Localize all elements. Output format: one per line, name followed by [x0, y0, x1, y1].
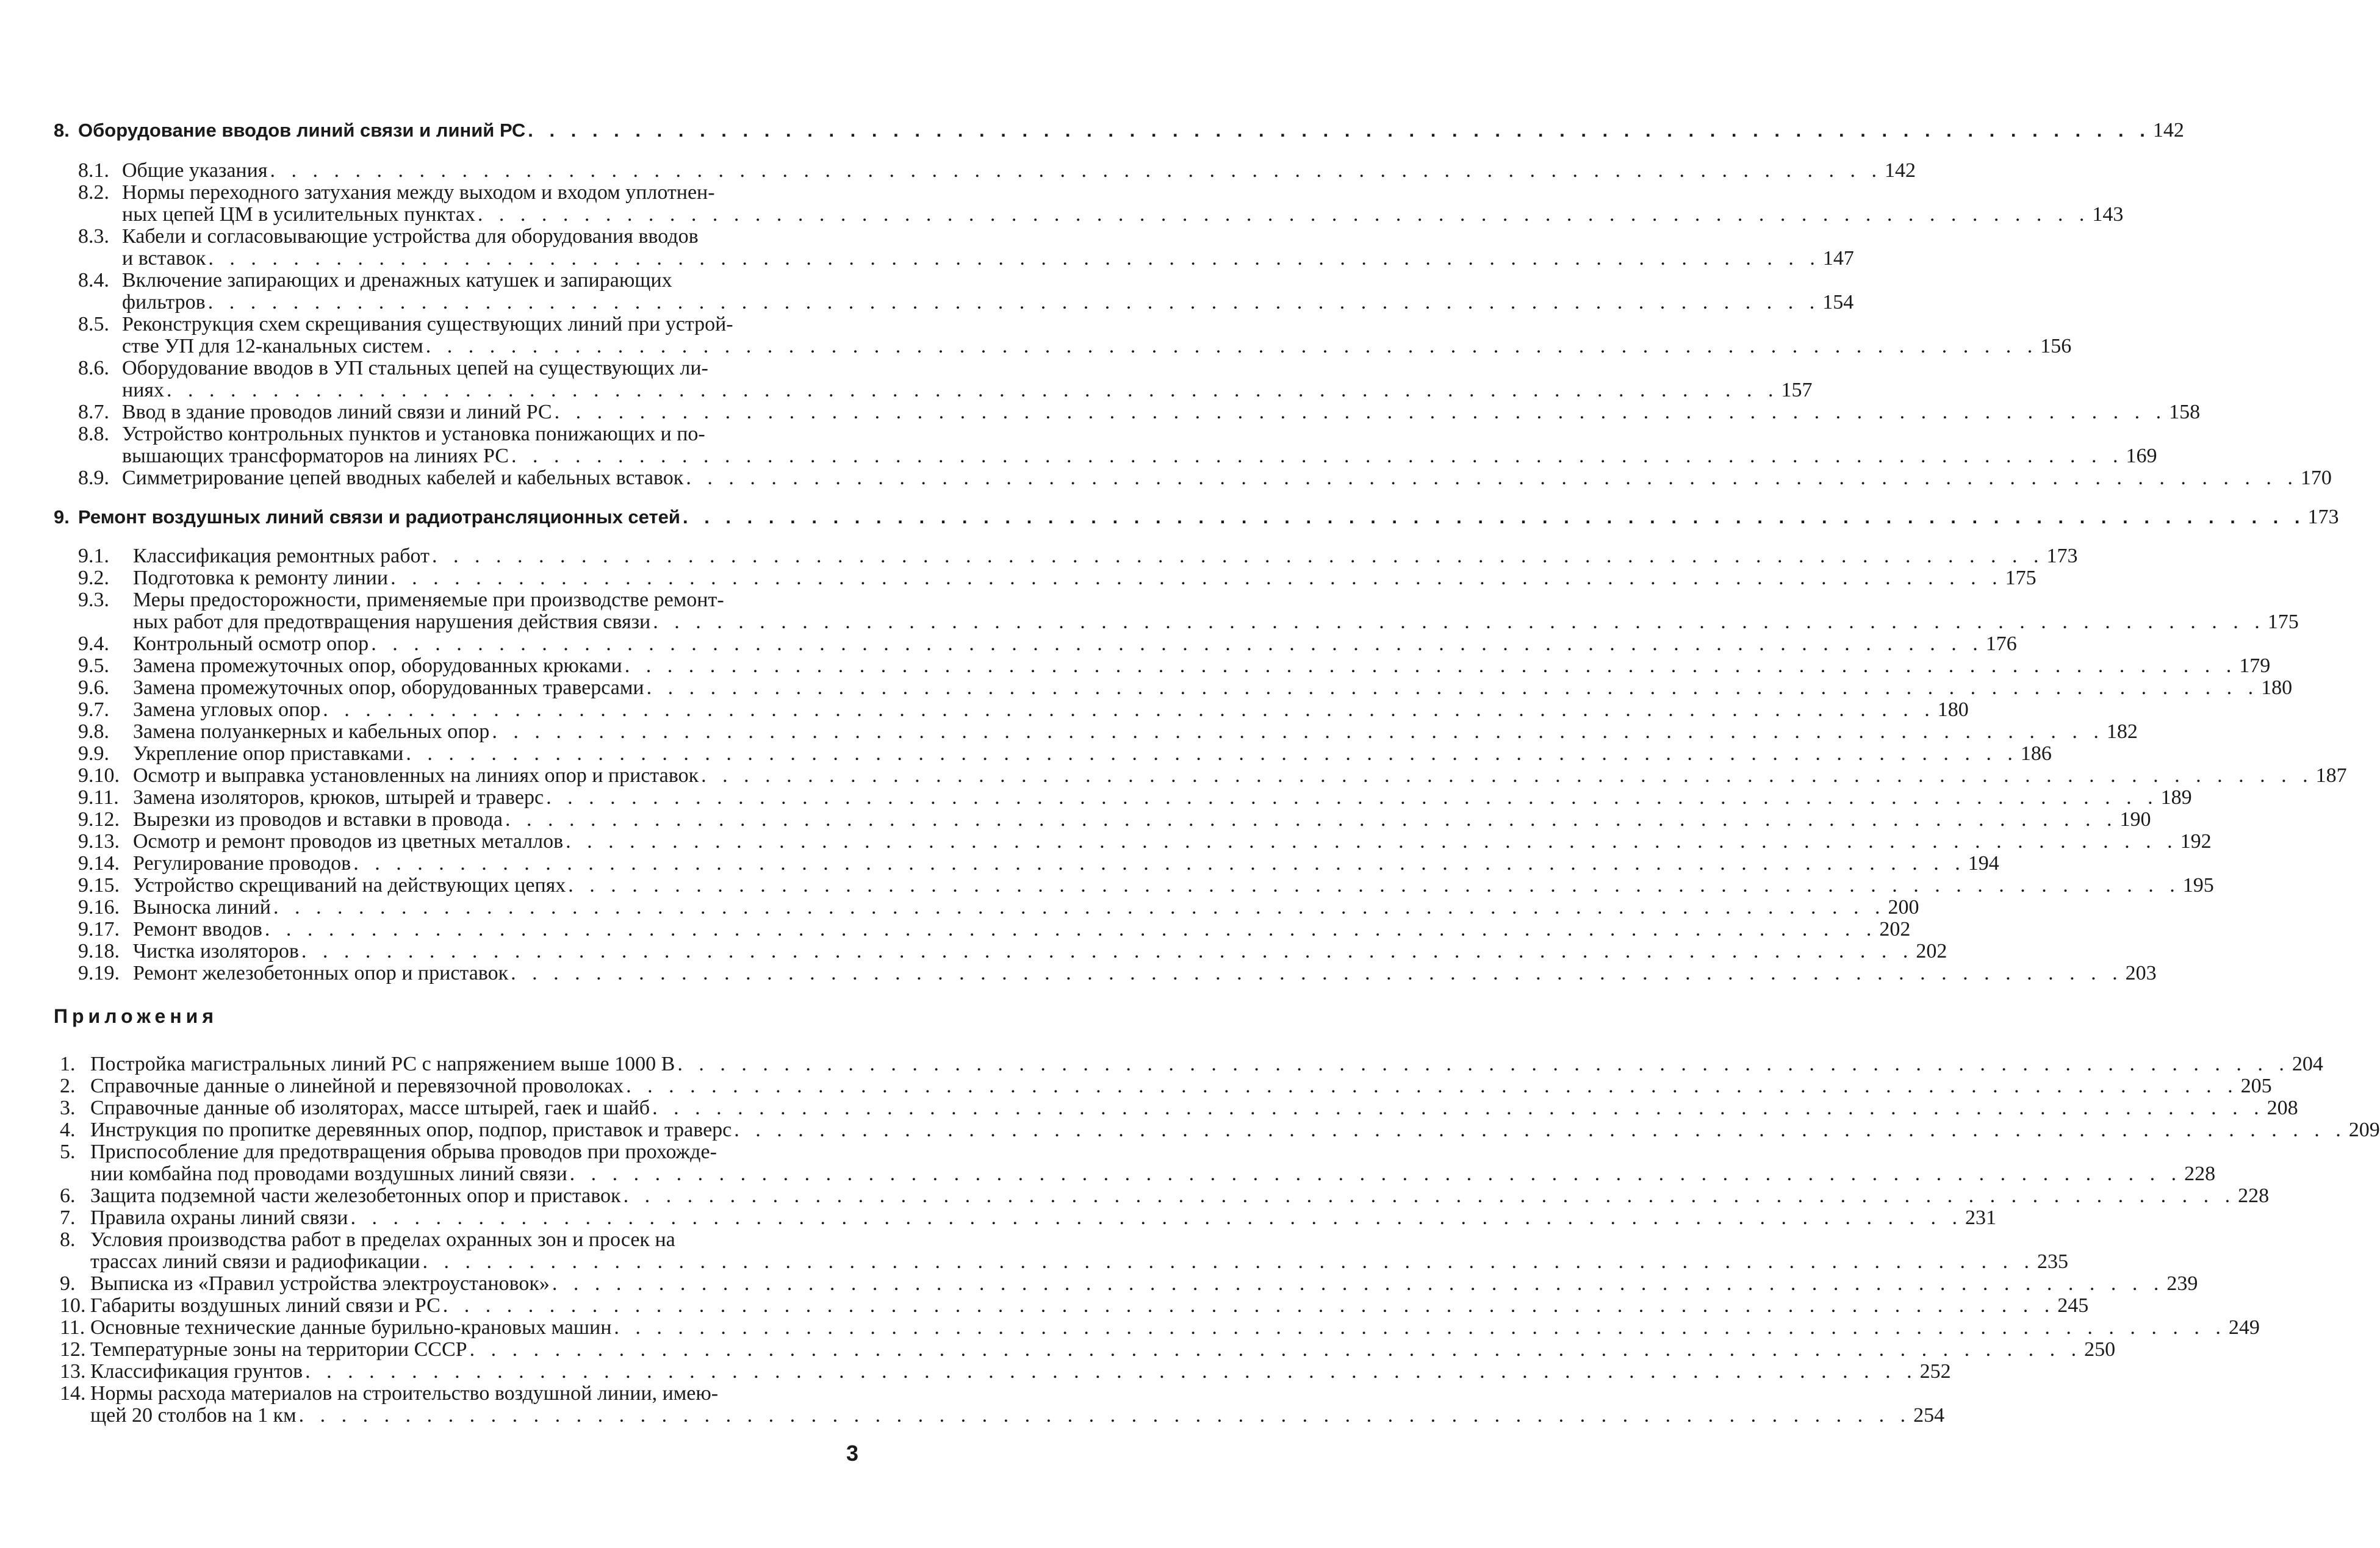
dot-leader — [686, 467, 2298, 489]
entry-text: Ввод в здание проводов линий связи и линий РС — [122, 401, 552, 423]
entry-number: 14. — [60, 1382, 86, 1405]
toc-entry — [78, 764, 2347, 787]
dot-leader — [566, 831, 2178, 853]
dot-leader — [625, 655, 2237, 677]
entry-text: фильтров — [122, 291, 206, 314]
entry-page: 142 — [1884, 159, 1916, 182]
dot-leader — [626, 1075, 2238, 1097]
entry-text: Классификация грунтов — [90, 1360, 303, 1383]
toc-entry — [60, 1228, 2068, 1273]
section-page: 142 — [2152, 119, 2184, 142]
entry-text: Нормы переходного затухания между выходом и входом уплотнен- — [122, 181, 715, 204]
entry-text: Кабели и согласовывающие устройства для оборудования вводов — [122, 225, 699, 248]
entry-page: 202 — [1879, 918, 1911, 941]
entry-page: 208 — [2267, 1097, 2298, 1119]
toc-entry — [78, 896, 1919, 919]
dot-leader — [470, 1339, 2082, 1361]
toc-entry — [78, 269, 1854, 314]
entry-text: и вставок — [122, 247, 206, 270]
toc-entry — [60, 1075, 2272, 1097]
entry-number: 9.1. — [78, 545, 109, 567]
entry-text: Ремонт вводов — [133, 918, 262, 941]
toc-entry — [60, 1294, 2089, 1317]
entry-page: 231 — [1965, 1206, 1996, 1229]
section-page: 173 — [2307, 506, 2339, 528]
dot-leader — [432, 545, 2044, 567]
entry-number: 9.18. — [78, 940, 120, 962]
entry-page: 250 — [2084, 1338, 2116, 1361]
entry-text: Защита подземной части железобетонных опор и приставок — [90, 1184, 621, 1207]
dot-leader — [555, 401, 2167, 423]
entry-number: 1. — [60, 1053, 76, 1075]
entry-page: 192 — [2180, 830, 2212, 853]
dot-leader — [390, 567, 2003, 589]
entry-page: 147 — [1822, 247, 1854, 270]
toc-entry — [60, 1141, 2216, 1185]
entry-page: 252 — [1919, 1360, 1951, 1383]
dot-leader — [426, 335, 2038, 357]
dot-leader — [208, 292, 1821, 314]
entry-number: 9. — [60, 1272, 76, 1295]
toc-entry — [60, 1053, 2323, 1075]
toc-entry — [78, 159, 1916, 182]
dot-leader — [406, 743, 2018, 765]
dot-leader — [511, 962, 2123, 984]
entry-text: Выноска линий — [133, 896, 271, 919]
dot-leader — [353, 853, 1966, 875]
entry-page: 195 — [2182, 874, 2214, 897]
entry-number: 8.4. — [78, 269, 109, 292]
entry-page: 189 — [2160, 786, 2192, 809]
entry-number: 9.11. — [78, 786, 119, 809]
appendix-title: Приложения — [54, 1005, 218, 1027]
entry-number: 9.8. — [78, 720, 109, 743]
entry-number: 12. — [60, 1338, 86, 1361]
entry-page: 175 — [2005, 567, 2037, 589]
entry-text: стве УП для 12-канальных систем — [122, 335, 423, 357]
entry-number: 8.9. — [78, 467, 109, 489]
entry-text: Регулирование проводов — [133, 852, 351, 875]
dot-leader — [546, 787, 2159, 809]
entry-text: щей 20 столбов на 1 км — [90, 1404, 297, 1427]
entry-number: 9.19. — [78, 962, 120, 984]
entry-text: Справочные данные об изоляторах, массе штырей, гаек и шайб — [90, 1097, 650, 1119]
entry-number: 8.6. — [78, 357, 109, 379]
toc-entry — [78, 401, 2201, 423]
entry-page: 200 — [1888, 896, 1919, 919]
entry-page: 154 — [1822, 291, 1854, 314]
entry-text: Вырезки из проводов и вставки в провода — [133, 808, 503, 831]
entry-number: 9.7. — [78, 698, 109, 721]
entry-text: Чистка изоляторов — [133, 940, 299, 962]
dot-leader — [653, 611, 2265, 633]
dot-leader — [371, 633, 1983, 655]
entry-text: Ремонт железобетонных опор и приставок — [133, 962, 509, 984]
section-heading — [54, 119, 2184, 142]
toc-entry — [78, 918, 1911, 941]
section-number: 8. — [54, 120, 70, 141]
toc-entry — [78, 962, 2157, 984]
dot-leader — [614, 1317, 2226, 1339]
entry-number: 8.1. — [78, 159, 109, 182]
entry-text: Условия производства работ в пределах охранных зон и просек на — [90, 1228, 675, 1251]
entry-text: Общие указания — [122, 159, 268, 182]
entry-page: 158 — [2169, 401, 2201, 423]
entry-page: 143 — [2092, 203, 2124, 226]
toc-entry — [78, 313, 2072, 357]
section-number: 9. — [54, 506, 70, 528]
entry-page: 239 — [2166, 1272, 2198, 1295]
dot-leader — [299, 1405, 1911, 1427]
section-title: Оборудование вводов линий связи и линий РС — [78, 120, 526, 141]
entry-number: 10. — [60, 1294, 86, 1317]
toc-entry — [78, 467, 2332, 489]
toc-entry — [78, 225, 1854, 270]
dot-leader — [505, 809, 2118, 831]
dot-leader — [265, 919, 1877, 941]
entry-text: Оборудование вводов в УП стальных цепей на существующих ли- — [122, 357, 708, 379]
toc-entry — [78, 423, 2157, 467]
dot-leader — [305, 1361, 1918, 1383]
entry-number: 9.9. — [78, 742, 109, 765]
dot-leader — [552, 1273, 2165, 1295]
section-title: Ремонт воздушных линий связи и радиотрансляционных сетей — [78, 506, 680, 528]
entry-text: Устройство скрещиваний на действующих цепях — [133, 874, 566, 897]
toc-entry — [60, 1360, 1951, 1383]
toc-entry — [78, 567, 2037, 589]
entry-text: ных работ для предотвращения нарушения действия связи — [133, 611, 651, 633]
dot-leader — [350, 1207, 1963, 1229]
dot-leader — [273, 897, 1886, 919]
entry-page: 209 — [2348, 1119, 2380, 1141]
entry-text: Симметрирование цепей вводных кабелей и кабельных вставок — [122, 467, 684, 489]
entry-number: 2. — [60, 1075, 76, 1097]
entry-number: 7. — [60, 1206, 76, 1229]
entry-text: Замена угловых опор — [133, 698, 321, 721]
dot-leader — [492, 721, 2104, 743]
entry-number: 4. — [60, 1119, 76, 1141]
entry-text: Включение запирающих и дренажных катушек и запирающих — [122, 269, 672, 292]
dot-leader — [270, 160, 1882, 182]
dot-leader — [511, 445, 2124, 467]
entry-number: 9.3. — [78, 589, 109, 611]
entry-page: 179 — [2239, 654, 2271, 677]
entry-page: 228 — [2184, 1163, 2216, 1185]
entry-text: Укрепление опор приставками — [133, 742, 404, 765]
entry-number: 9.10. — [78, 764, 120, 787]
entry-text: Контрольный осмотр опор — [133, 632, 369, 655]
entry-text: вышающих трансформаторов на линиях РС — [122, 445, 509, 467]
entry-number: 6. — [60, 1184, 76, 1207]
dot-leader — [734, 1119, 2346, 1141]
entry-text: Осмотр и ремонт проводов из цветных металлов — [133, 830, 564, 853]
entry-text: Справочные данные о линейной и перевязочной проволоках — [90, 1075, 624, 1097]
dot-leader — [677, 1053, 2290, 1075]
entry-page: 157 — [1781, 379, 1813, 401]
entry-number: 8.2. — [78, 181, 109, 204]
toc-entry — [78, 786, 2192, 809]
entry-number: 3. — [60, 1097, 76, 1119]
entry-text: Осмотр и выправка установленных на линиях опор и приставок — [133, 764, 699, 787]
dot-leader — [208, 248, 1821, 270]
entry-page: 175 — [2267, 611, 2299, 633]
entry-page: 228 — [2238, 1184, 2270, 1207]
entry-number: 11. — [60, 1316, 85, 1339]
dot-leader — [624, 1185, 2236, 1207]
entry-page: 204 — [2292, 1053, 2323, 1075]
entry-text: Замена полуанкерных и кабельных опор — [133, 720, 490, 743]
entry-page: 180 — [2261, 676, 2293, 699]
dot-leader — [167, 379, 1779, 401]
dot-leader — [652, 1097, 2265, 1119]
entry-number: 9.12. — [78, 808, 120, 831]
entry-text: Габариты воздушных линий связи и РС — [90, 1294, 440, 1317]
entry-number: 5. — [60, 1141, 76, 1163]
entry-number: 8.8. — [78, 423, 109, 445]
entry-number: 8.5. — [78, 313, 109, 335]
toc-entry — [60, 1119, 2380, 1141]
toc-entry — [60, 1097, 2298, 1119]
toc-entry — [60, 1382, 1945, 1427]
dot-leader — [647, 677, 2259, 699]
entry-page: 249 — [2228, 1316, 2260, 1339]
toc-entry — [78, 852, 1999, 875]
toc-entry — [78, 742, 2052, 765]
toc-entry — [78, 940, 1947, 962]
entry-text: Замена промежуточных опор, оборудованных крюками — [133, 654, 622, 677]
entry-number: 9.15. — [78, 874, 120, 897]
dot-leader — [570, 1163, 2182, 1185]
toc-entry — [60, 1316, 2260, 1339]
entry-page: 203 — [2125, 962, 2157, 984]
dot-leader — [683, 506, 2306, 528]
section-heading — [54, 506, 2339, 528]
entry-number: 9.4. — [78, 632, 109, 655]
entry-page: 202 — [1916, 940, 1947, 962]
entry-text: Приспособление для предотвращения обрыва проводов при прохожде- — [90, 1141, 717, 1163]
entry-number: 9.5. — [78, 654, 109, 677]
entry-page: 194 — [1968, 852, 1999, 875]
toc-entry — [78, 808, 2151, 831]
entry-number: 9.17. — [78, 918, 120, 941]
entry-page: 254 — [1913, 1404, 1945, 1427]
entry-number: 8. — [60, 1228, 76, 1251]
entry-text: Устройство контрольных пунктов и установка понижающих и по- — [122, 423, 705, 445]
toc-entry — [78, 830, 2212, 853]
entry-text: Замена изоляторов, крюков, штырей и траверс — [133, 786, 544, 809]
dot-leader — [422, 1251, 2035, 1273]
toc-entry — [60, 1272, 2198, 1295]
toc-entry — [60, 1206, 1996, 1229]
dot-leader — [528, 120, 2151, 142]
toc-entry — [78, 720, 2138, 743]
entry-page: 186 — [2020, 742, 2052, 765]
toc-entry — [60, 1338, 2116, 1361]
entry-number: 9.14. — [78, 852, 120, 875]
entry-page: 173 — [2046, 545, 2078, 567]
entry-text: Выписка из «Правил устройства электроустановок» — [90, 1272, 550, 1295]
toc-entry — [78, 874, 2214, 897]
toc-entry — [78, 676, 2293, 699]
entry-page: 180 — [1937, 698, 1969, 721]
toc-entry — [78, 545, 2078, 567]
entry-number: 9.2. — [78, 567, 109, 589]
dot-leader — [323, 699, 1935, 721]
entry-number: 8.3. — [78, 225, 109, 248]
toc-entry — [78, 698, 1969, 721]
entry-page: 169 — [2126, 445, 2157, 467]
entry-text: Реконструкция схем скрещивания существующих линий при устрой- — [122, 313, 733, 335]
entry-text: Постройка магистральных линий РС с напряжением выше 1000 В — [90, 1053, 675, 1075]
page-number: 3 — [846, 1441, 858, 1466]
entry-number: 9.13. — [78, 830, 120, 853]
entry-page: 156 — [2040, 335, 2072, 357]
entry-page: 205 — [2240, 1075, 2272, 1097]
entry-text: Температурные зоны на территории СССР — [90, 1338, 467, 1361]
entry-page: 176 — [1985, 632, 2017, 655]
entry-page: 170 — [2300, 467, 2332, 489]
entry-number: 9.6. — [78, 676, 109, 699]
toc-entry — [78, 589, 2299, 633]
entry-text: трассах линий связи и радиофикации — [90, 1250, 420, 1273]
dot-leader — [301, 941, 1914, 962]
entry-text: Основные технические данные бурильно-крановых машин — [90, 1316, 612, 1339]
dot-leader — [443, 1295, 2055, 1317]
toc-entry — [78, 357, 1813, 401]
entry-text: Подготовка к ремонту линии — [133, 567, 389, 589]
entry-text: Меры предосторожности, применяемые при производстве ремонт- — [133, 589, 724, 611]
toc-entry — [78, 654, 2271, 677]
entry-page: 245 — [2057, 1294, 2089, 1317]
entry-page: 190 — [2119, 808, 2151, 831]
entry-text: Замена промежуточных опор, оборудованных траверсами — [133, 676, 644, 699]
toc-entry — [78, 632, 2017, 655]
entry-text: ных цепей ЦМ в усилительных пунктах — [122, 203, 475, 226]
toc-entry — [60, 1184, 2270, 1207]
entry-text: Инструкция по пропитке деревянных опор, подпор, приставок и траверс — [90, 1119, 732, 1141]
dot-leader — [568, 875, 2180, 897]
entry-page: 187 — [2315, 764, 2347, 787]
entry-number: 13. — [60, 1360, 86, 1383]
dot-leader — [478, 204, 2090, 226]
entry-page: 182 — [2106, 720, 2138, 743]
entry-text: Правила охраны линий связи — [90, 1206, 348, 1229]
dot-leader — [701, 765, 2313, 787]
entry-text: ниях — [122, 379, 165, 401]
entry-text: Классификация ремонтных работ — [133, 545, 430, 567]
entry-number: 8.7. — [78, 401, 109, 423]
entry-page: 235 — [2037, 1250, 2068, 1273]
entry-text: Нормы расхода материалов на строительство воздушной линии, имею- — [90, 1382, 719, 1405]
entry-text: нии комбайна под проводами воздушных линий связи — [90, 1163, 567, 1185]
entry-number: 9.16. — [78, 896, 120, 919]
toc-entry — [78, 181, 2124, 226]
